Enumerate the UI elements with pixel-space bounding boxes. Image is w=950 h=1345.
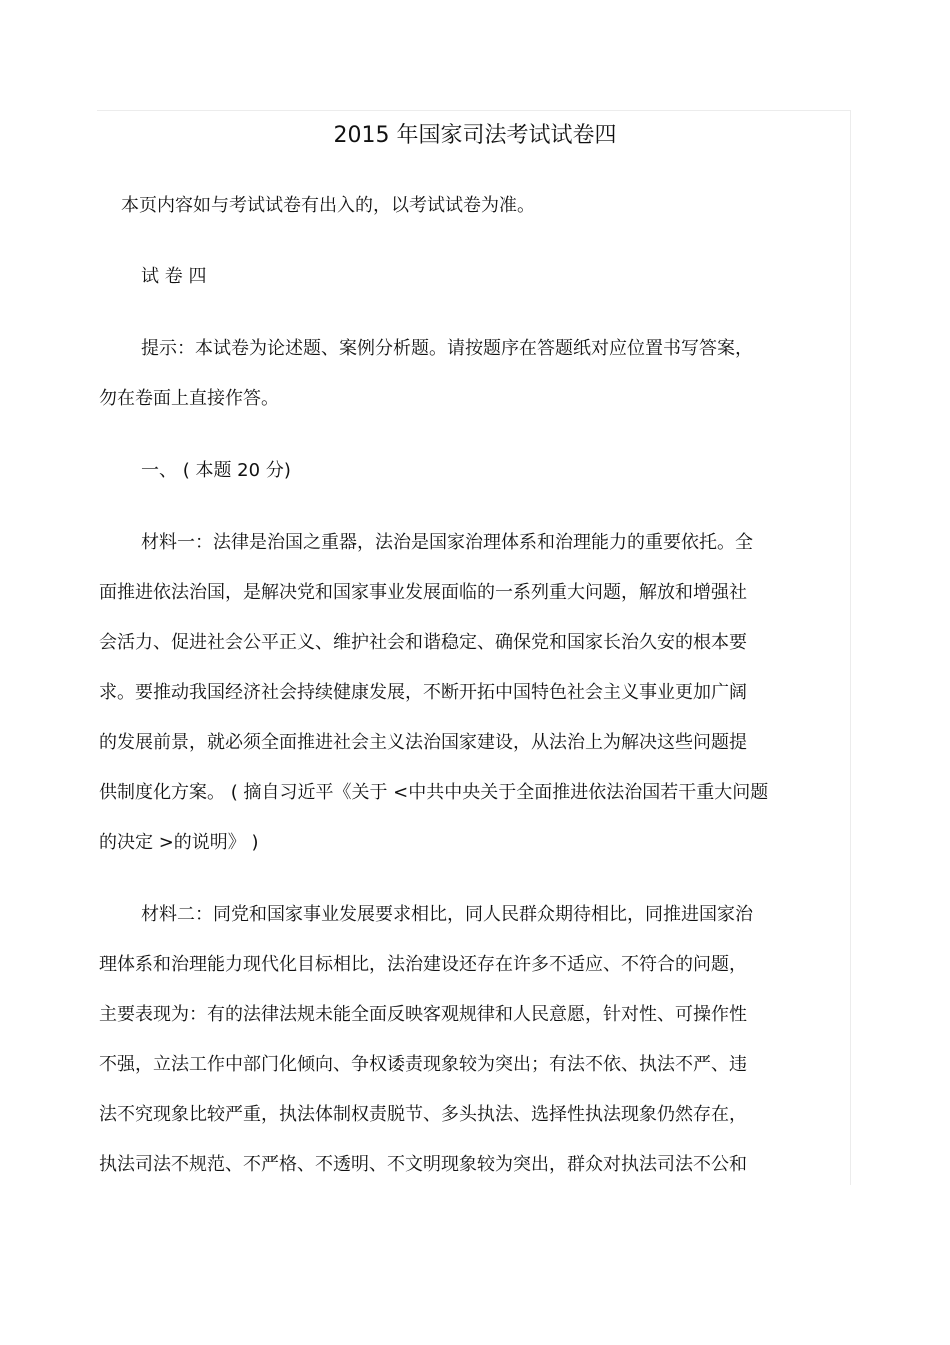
material-two-line: 执法司法不规范、不严格、不透明、不文明现象较为突出，群众对执法司法不公和 — [99, 1154, 747, 1175]
material-one-line: 的发展前景，就必须全面推进社会主义法治国家建设，从法治上为解决这些问题提 — [99, 732, 747, 753]
material-two-line: 不强，立法工作中部门化倾向、争权诿责现象较为突出；有法不依、执法不严、违 — [99, 1054, 747, 1075]
material-one-line: 面推进依法治国，是解决党和国家事业发展面临的一系列重大问题，解放和增强社 — [99, 582, 747, 603]
section-heading: 一、 ( 本题 20 分) — [141, 460, 291, 481]
instruction-line: 提示：本试卷为论述题、案例分析题。请按题序在答题纸对应位置书写答案， — [141, 338, 753, 359]
notice-text: 本页内容如与考试试卷有出入的，以考试试卷为准。 — [121, 195, 535, 216]
material-one-line: 材料一：法律是治国之重器，法治是国家治理体系和治理能力的重要依托。全 — [141, 532, 753, 553]
instruction-line: 勿在卷面上直接作答。 — [99, 388, 279, 409]
document-title: 2015 年国家司法考试试卷四 — [333, 123, 617, 148]
material-two-line: 法不究现象比较严重，执法体制权责脱节、多头执法、选择性执法现象仍然存在， — [99, 1104, 747, 1125]
material-two-line: 材料二：同党和国家事业发展要求相比，同人民群众期待相比，同推进国家治 — [141, 904, 753, 925]
material-one-line: 求。要推动我国经济社会持续健康发展，不断开拓中国特色社会主义事业更加广阔 — [99, 682, 747, 703]
material-two-line: 主要表现为：有的法律法规未能全面反映客观规律和人民意愿，针对性、可操作性 — [99, 1004, 747, 1025]
material-one-line: 供制度化方案。 ( 摘自习近平《关于 <中共中央关于全面推进依法治国若干重大问题 — [99, 782, 769, 803]
material-two-line: 理体系和治理能力现代化目标相比，法治建设还存在许多不适应、不符合的问题， — [99, 954, 747, 975]
paper-label: 试 卷 四 — [141, 266, 207, 287]
material-one-line: 的决定 >的说明》 ) — [99, 832, 259, 853]
material-one-line: 会活力、促进社会公平正义、维护社会和谐稳定、确保党和国家长治久安的根本要 — [99, 632, 747, 653]
